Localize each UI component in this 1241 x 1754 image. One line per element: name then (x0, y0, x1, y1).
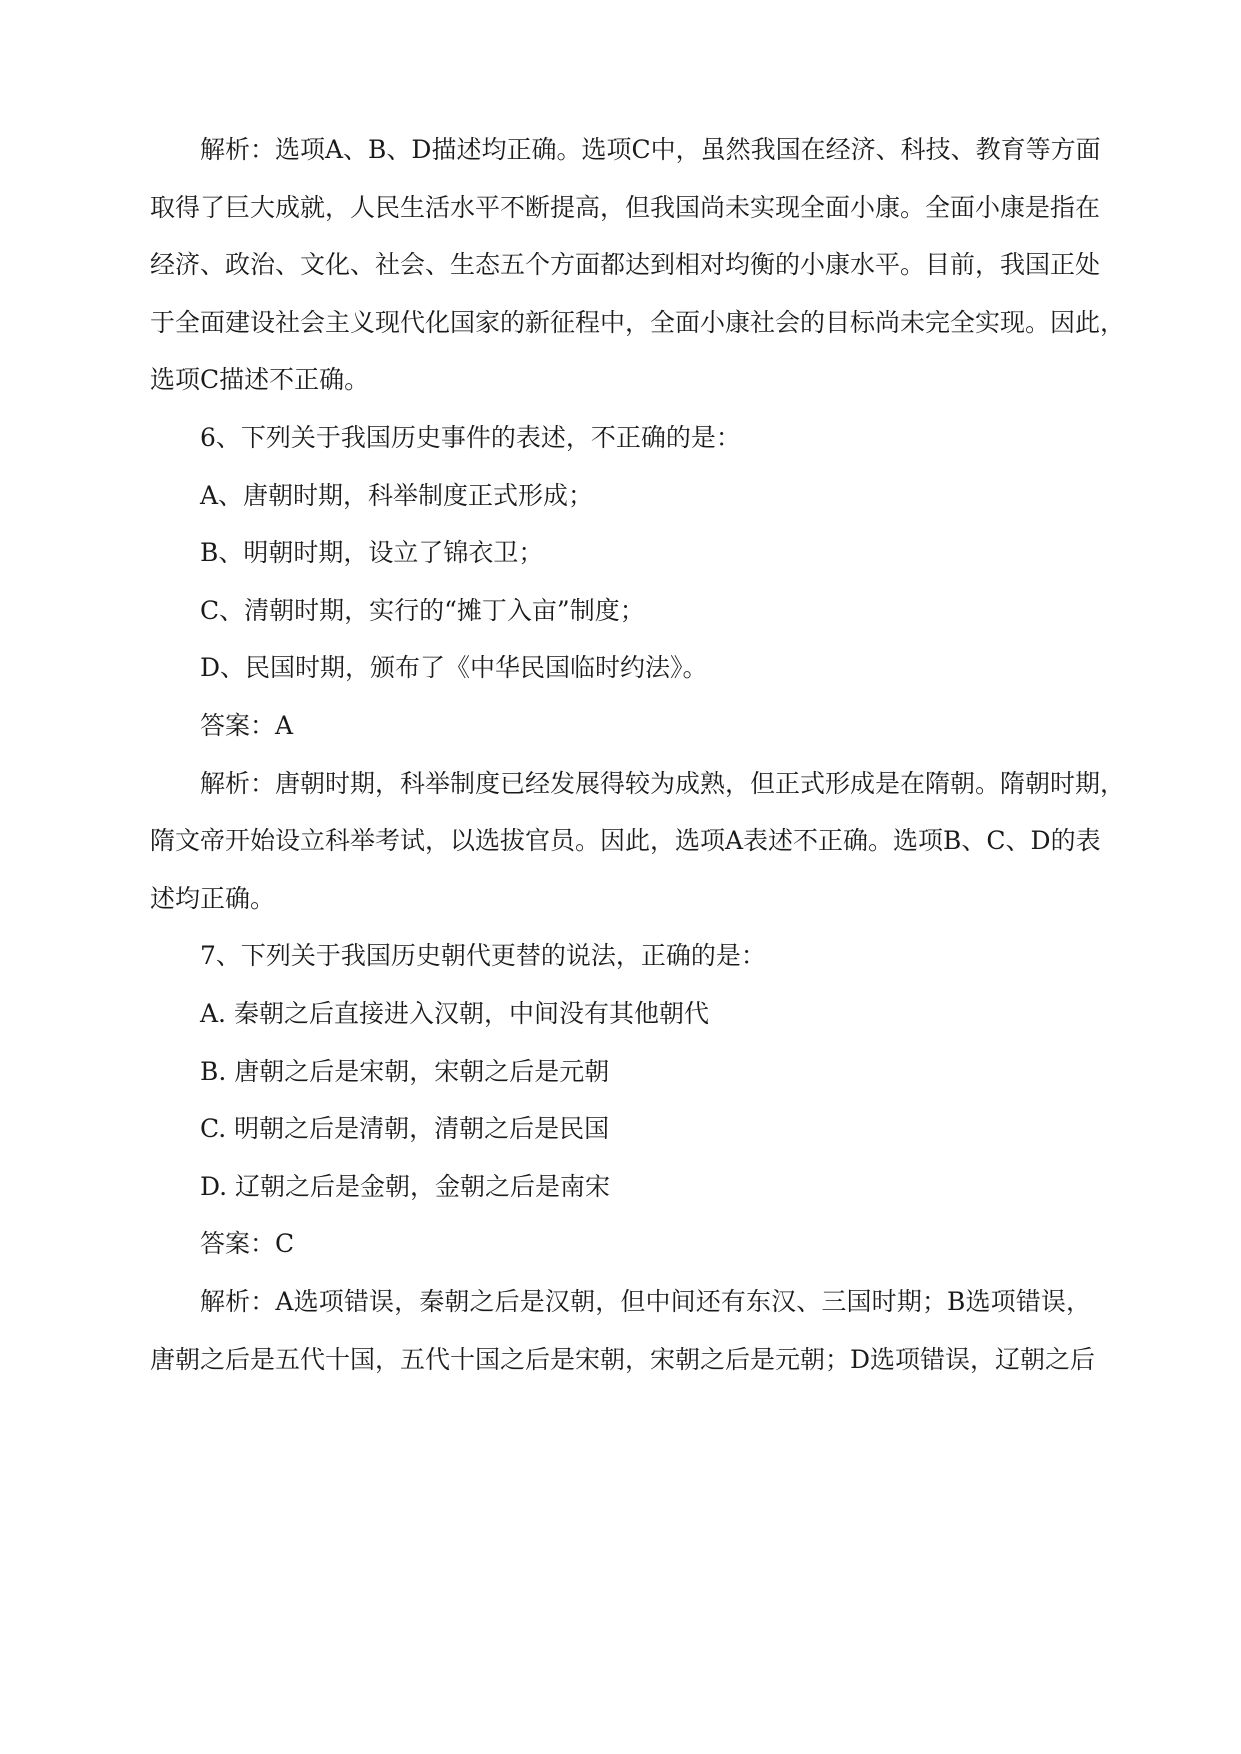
option-d: D、民国时期，颁布了《中华民国临时约法》。 (200, 653, 708, 682)
option-d: D. 辽朝之后是金朝，金朝之后是南宋 (200, 1172, 611, 1201)
option-a: A. 秦朝之后直接进入汉朝，中间没有其他朝代 (200, 999, 709, 1028)
explanation-line: 述均正确。 (150, 884, 276, 913)
explanation-line: 经济、政治、文化、社会、生态五个方面都达到相对均衡的小康水平。目前，我国正处 (150, 250, 1101, 279)
question-text: 6、下列关于我国历史事件的表述，不正确的是： (200, 423, 741, 452)
explanation-line: 解析：选项A、B、D描述均正确。选项C中，虽然我国在经济、科技、教育等方面 (200, 135, 1101, 164)
option-a: A、唐朝时期，科举制度正式形成； (200, 481, 594, 510)
option-c: C. 明朝之后是清朝，清朝之后是民国 (200, 1114, 610, 1143)
option-b: B. 唐朝之后是宋朝，宋朝之后是元朝 (200, 1057, 610, 1086)
question-text: 7、下列关于我国历史朝代更替的说法，正确的是： (200, 941, 766, 970)
explanation-line: 隋文帝开始设立科举考试，以选拔官员。因此，选项A表述不正确。选项B、C、D的表 (150, 826, 1101, 855)
option-c: C、清朝时期，实行的“摊丁入亩”制度； (200, 596, 645, 625)
explanation-line: 解析：唐朝时期，科举制度已经发展得较为成熟，但正式形成是在隋朝。隋朝时期， (200, 769, 1126, 798)
explanation-line: 解析：A选项错误，秦朝之后是汉朝，但中间还有东汉、三国时期；B选项错误， (200, 1287, 1091, 1316)
explanation-line: 取得了巨大成就，人民生活水平不断提高，但我国尚未实现全面小康。全面小康是指在 (150, 193, 1101, 222)
explanation-line: 于全面建设社会主义现代化国家的新征程中，全面小康社会的目标尚未完全实现。因此， (150, 308, 1126, 337)
explanation-line: 选项C描述不正确。 (150, 365, 370, 394)
answer: 答案：A (200, 711, 294, 740)
answer: 答案：C (200, 1229, 295, 1258)
option-b: B、明朝时期，设立了锦衣卫； (200, 538, 544, 567)
explanation-line: 唐朝之后是五代十国，五代十国之后是宋朝，宋朝之后是元朝；D选项错误，辽朝之后 (150, 1345, 1096, 1374)
